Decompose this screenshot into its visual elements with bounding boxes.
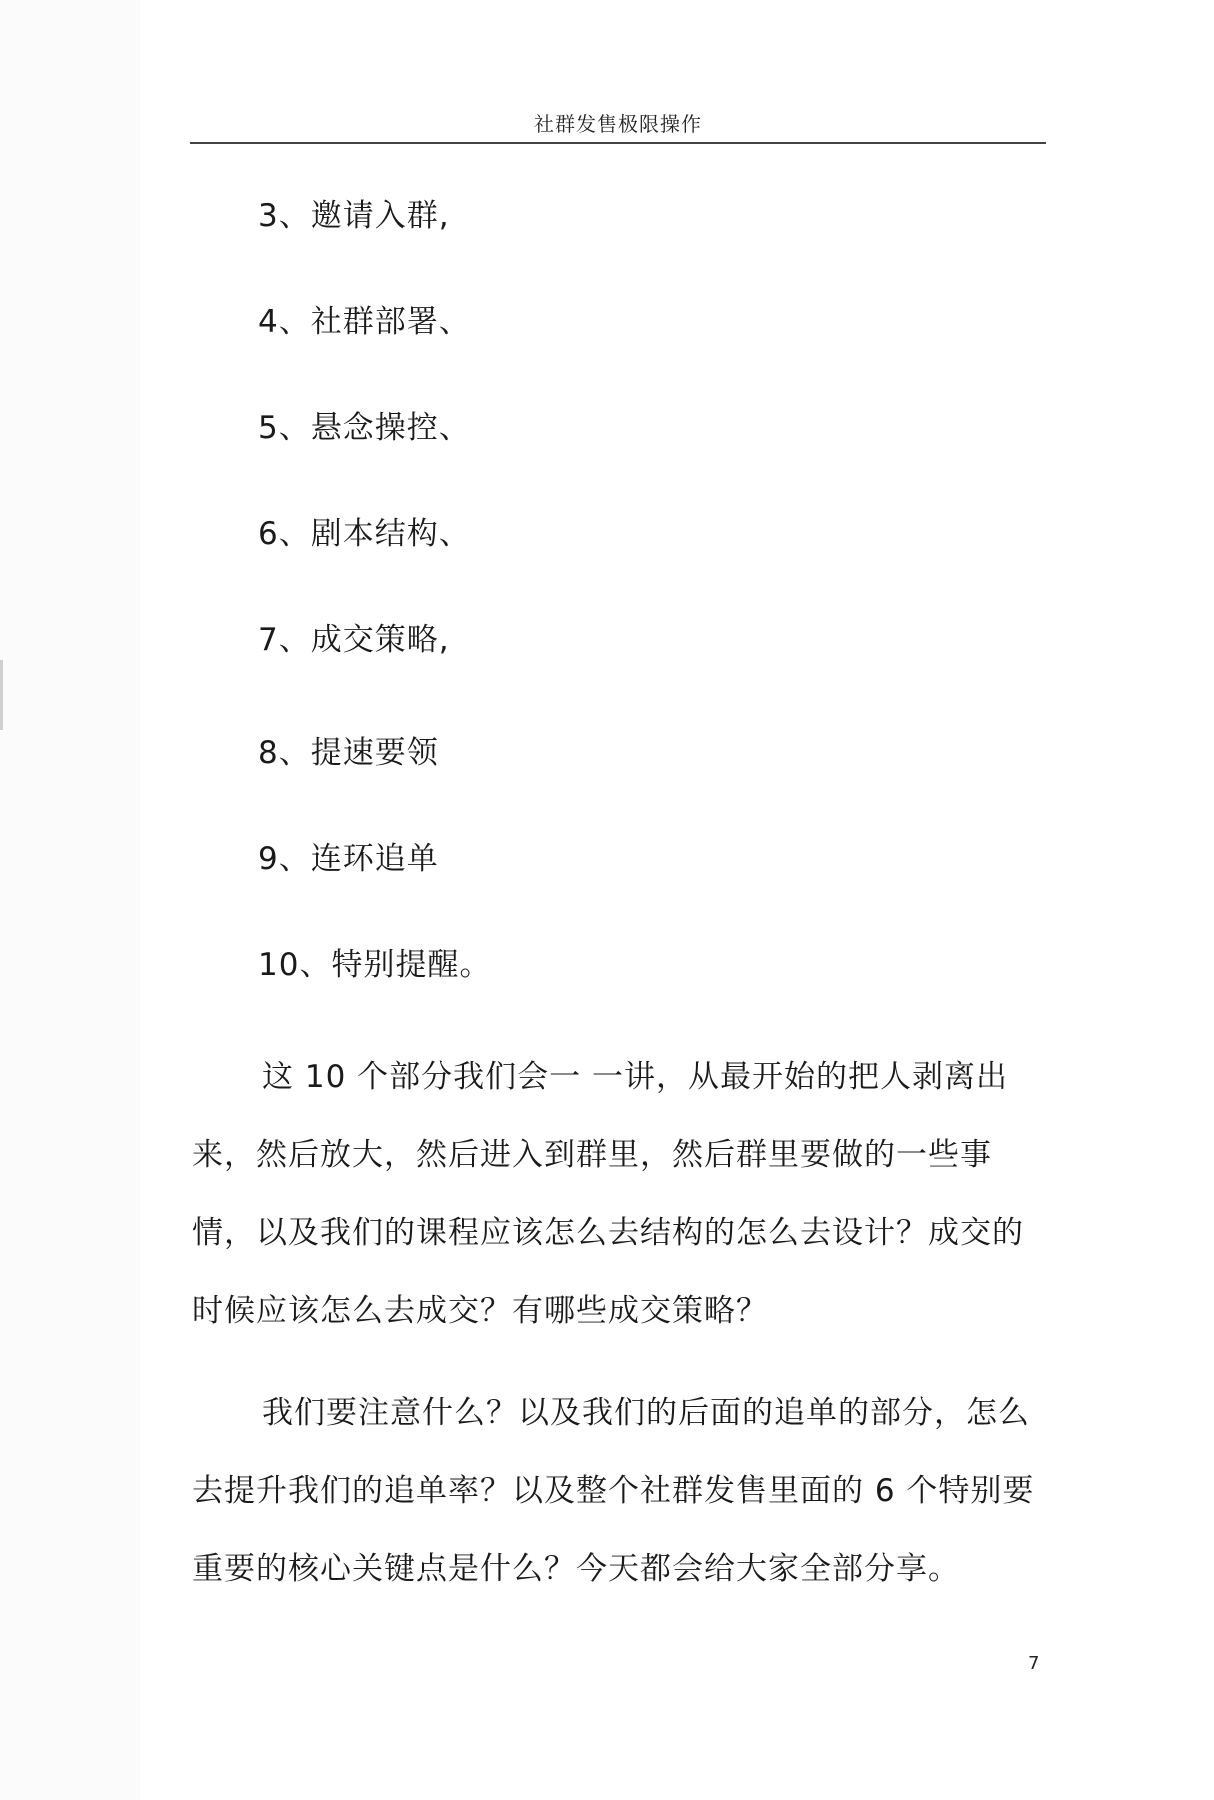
- list-item: 8、提速要领: [258, 735, 439, 771]
- page-number: 7: [1028, 1653, 1040, 1674]
- list-item: 7、成交策略,: [258, 622, 450, 658]
- page-gutter: [0, 0, 140, 1800]
- list-item: 9、连环追单: [258, 841, 439, 877]
- scan-edge-mark: [0, 660, 3, 730]
- list-item: 6、剧本结构、: [258, 516, 471, 552]
- body-paragraph: 这 10 个部分我们会一 一讲，从最开始的把人剥离出来，然后放大，然后进入到群里，然后群里要做的一些事情，以及我们的课程应该怎么去结构的怎么去设计？成交的时候应该怎么去成交？有哪些成交策略？: [192, 1059, 1024, 1329]
- list-item: 4、社群部署、: [258, 304, 471, 340]
- running-header-title: 社群发售极限操作: [534, 112, 702, 136]
- list-item: 10、特别提醒。: [258, 947, 492, 983]
- header-divider: [190, 142, 1046, 144]
- list-item: 5、悬念操控、: [258, 410, 471, 446]
- body-paragraph: 我们要注意什么？以及我们的后面的追单的部分，怎么去提升我们的追单率？以及整个社群发售里面的 6 个特别要重要的核心关键点是什么？今天都会给大家全部分享。: [192, 1395, 1035, 1587]
- list-item: 3、邀请入群,: [258, 198, 450, 234]
